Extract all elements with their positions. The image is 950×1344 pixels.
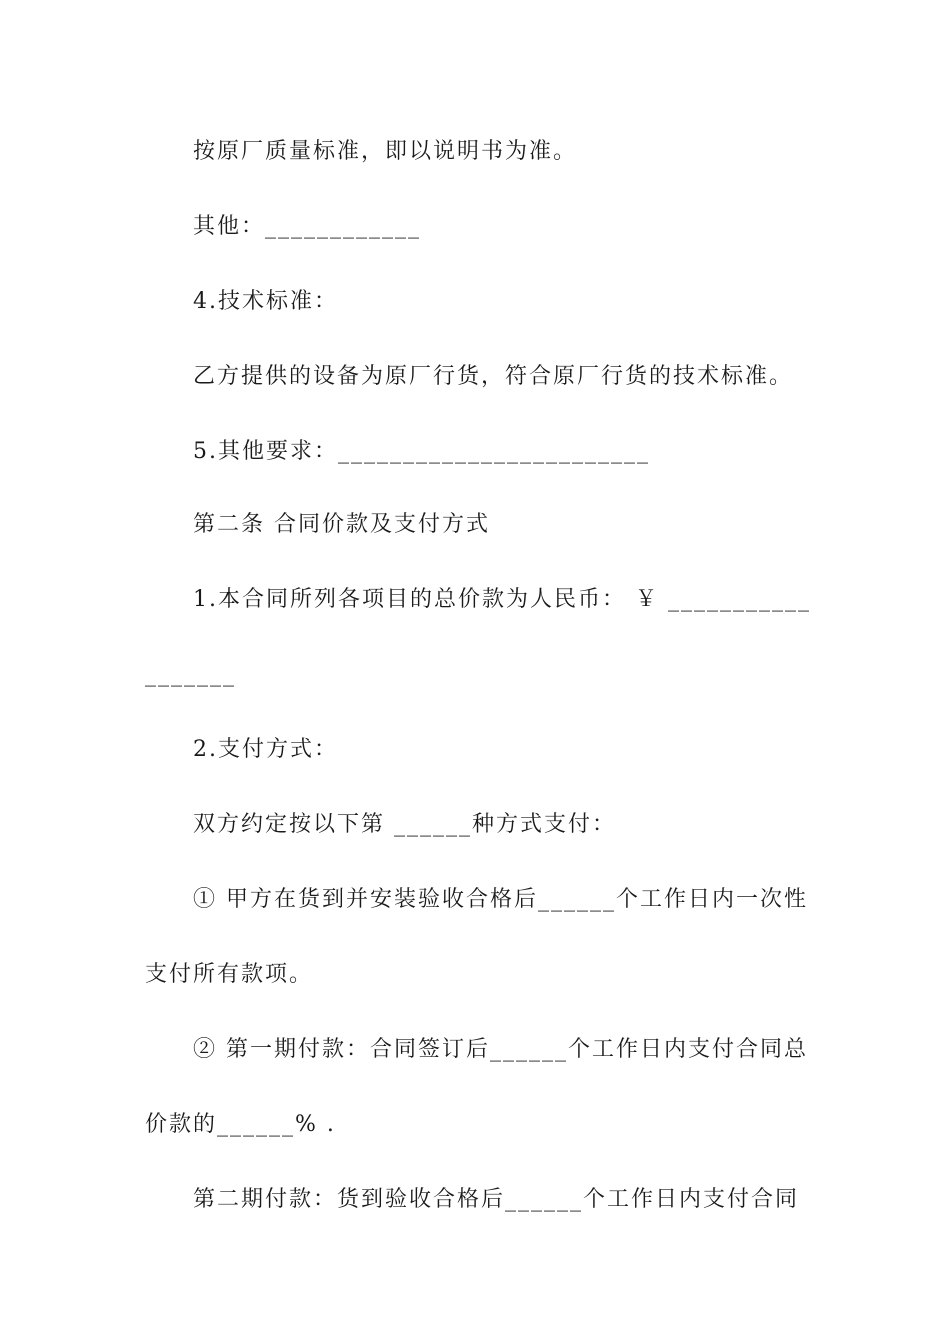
total-price-continuation: _______: [145, 662, 236, 687]
quality-standard-text: 按原厂质量标准，即以说明书为准。: [193, 139, 578, 164]
payment-option-line: 双方约定按以下第 ______种方式支付：: [193, 812, 616, 837]
article-two-heading: 第二条 合同价款及支付方式: [193, 512, 490, 537]
second-installment-line: 第二期付款：货到验收合格后______个工作日内支付合同: [193, 1187, 800, 1212]
payment-option-one: ① 甲方在货到并安装验收合格后______个工作日内一次性: [193, 887, 808, 912]
payment-method-heading: 2.支付方式：: [193, 737, 338, 762]
payment-option-two-continuation: 价款的______% .: [145, 1112, 336, 1137]
total-price-line: 1.本合同所列各项目的总价款为人民币： ￥ ___________: [193, 587, 811, 612]
payment-option-one-continuation: 支付所有款项。: [145, 962, 314, 987]
payment-option-two: ② 第一期付款：合同签订后______个工作日内支付合同总: [193, 1037, 808, 1062]
other-requirements-line: 5.其他要求：________________________: [193, 439, 650, 464]
tech-standard-heading: 4.技术标准：: [193, 289, 338, 314]
other-field-line: 其他：____________: [193, 214, 422, 239]
tech-standard-text: 乙方提供的设备为原厂行货，符合原厂行货的技术标准。: [193, 364, 794, 389]
